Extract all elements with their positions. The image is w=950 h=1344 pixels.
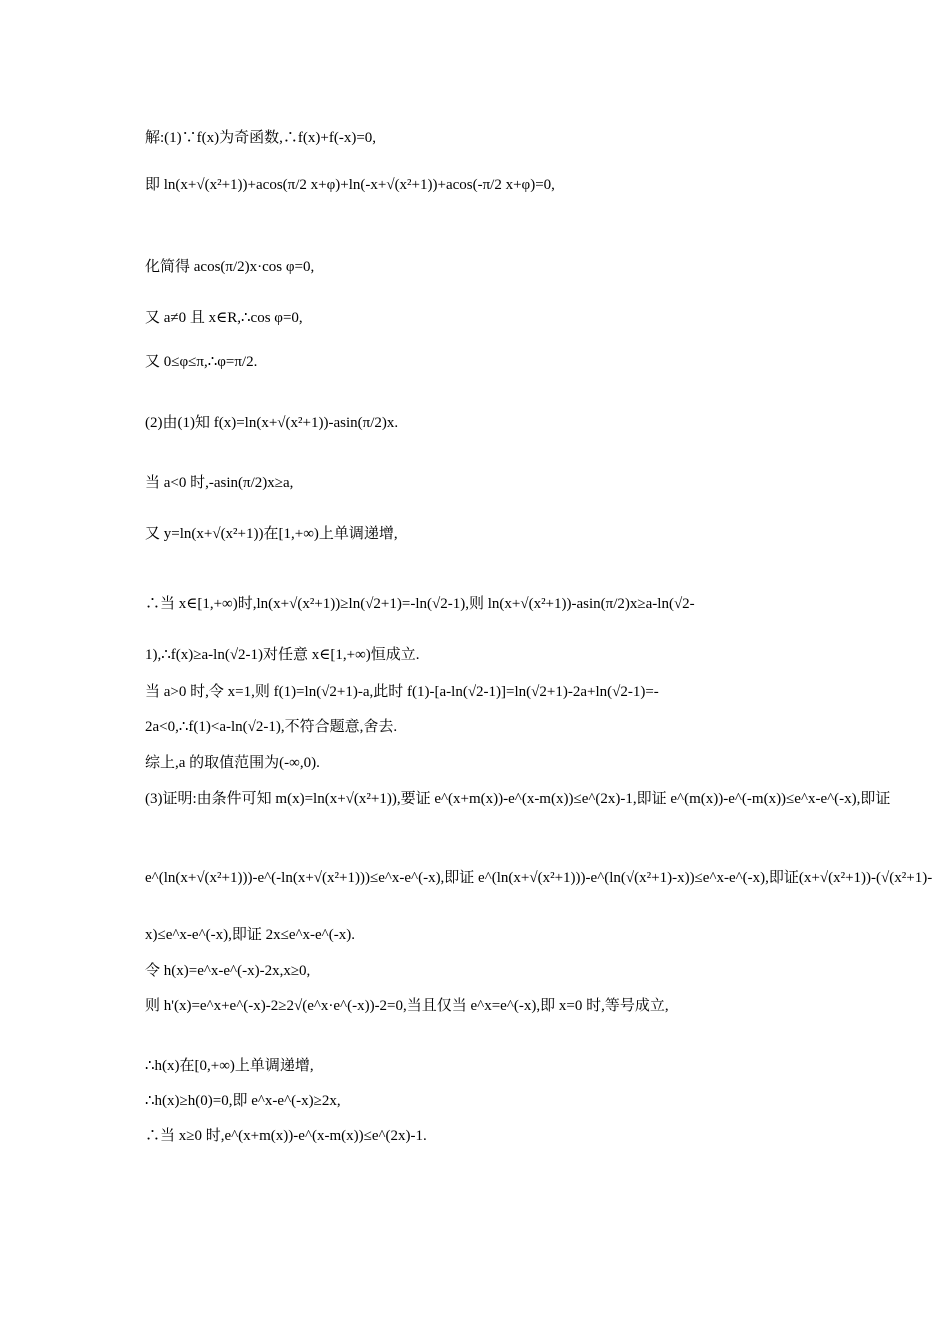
line-21: ∴当 x≥0 时,e^(x+m(x))-e^(x-m(x))≤e^(2x)-1. xyxy=(145,1128,427,1144)
line-16: x)≤e^x-e^(-x),即证 2x≤e^x-e^(-x). xyxy=(145,927,355,943)
line-11: 当 a>0 时,令 x=1,则 f(1)=ln(√2+1)-a,此时 f(1)-[a-ln(√2-1)]=ln(√2+1)-2a+ln(√2-1)=- xyxy=(145,684,659,700)
line-15: e^(ln(x+√(x²+1)))-e^(-ln(x+√(x²+1)))≤e^x-e^(-x),即证 e^(ln(x+√(x²+1)))-e^(ln(√(x²+1)-x))≤e^x-e^(-x),即证(x+√(x²+1))-(√(x²+1)- xyxy=(145,870,933,886)
line-5: 又 0≤φ≤π,∴φ=π/2. xyxy=(145,354,258,370)
line-9: ∴当 x∈[1,+∞)时,ln(x+√(x²+1))≥ln(√2+1)=-ln(√2-1),则 ln(x+√(x²+1))-asin(π/2)x≥a-ln(√2- xyxy=(145,596,695,612)
line-20: ∴h(x)≥h(0)=0,即 e^x-e^(-x)≥2x, xyxy=(145,1093,341,1109)
line-2: 即 ln(x+√(x²+1))+acos(π/2 x+φ)+ln(-x+√(x²+1))+acos(-π/2 x+φ)=0, xyxy=(145,177,555,193)
line-17: 令 h(x)=e^x-e^(-x)-2x,x≥0, xyxy=(145,963,311,979)
line-3: 化简得 acos(π/2)x·cos φ=0, xyxy=(145,259,315,275)
line-10: 1),∴f(x)≥a-ln(√2-1)对任意 x∈[1,+∞)恒成立. xyxy=(145,647,420,663)
line-18: 则 h'(x)=e^x+e^(-x)-2≥2√(e^x·e^(-x))-2=0,当且仅当 e^x=e^(-x),即 x=0 时,等号成立, xyxy=(145,998,669,1014)
line-4: 又 a≠0 且 x∈R,∴cos φ=0, xyxy=(145,310,303,326)
line-19: ∴h(x)在[0,+∞)上单调递增, xyxy=(145,1058,314,1074)
line-13: 综上,a 的取值范围为(-∞,0). xyxy=(145,755,320,771)
line-1: 解:(1)∵f(x)为奇函数,∴f(x)+f(-x)=0, xyxy=(145,130,377,146)
line-8: 又 y=ln(x+√(x²+1))在[1,+∞)上单调递增, xyxy=(145,526,398,542)
line-14: (3)证明:由条件可知 m(x)=ln(x+√(x²+1)),要证 e^(x+m(x))-e^(x-m(x))≤e^(2x)-1,即证 e^(m(x))-e^(-m(x))≤e^x-e^(-x),即证 xyxy=(145,791,891,807)
line-6: (2)由(1)知 f(x)=ln(x+√(x²+1))-asin(π/2)x. xyxy=(145,415,399,431)
line-12: 2a<0,∴f(1)<a-ln(√2-1),不符合题意,舍去. xyxy=(145,719,398,735)
line-7: 当 a<0 时,-asin(π/2)x≥a, xyxy=(145,475,294,491)
